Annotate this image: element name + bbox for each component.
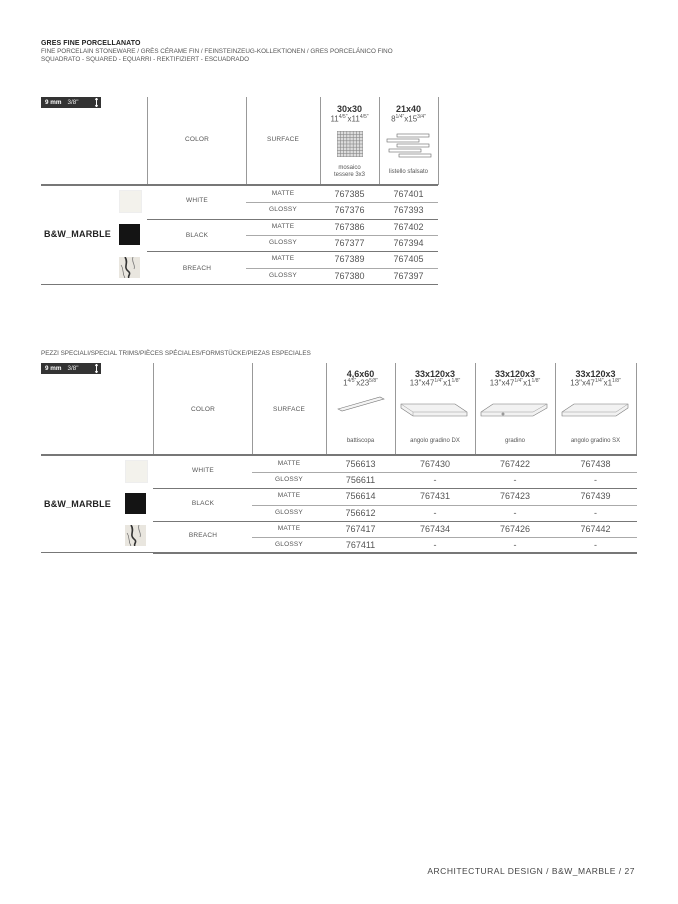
column-divider <box>636 363 637 455</box>
header-subtitle-2: SQUADRATO - SQUARED - EQUARRI - REKTIFIZIERT - ESCUADRADO <box>41 56 250 63</box>
product-code: - <box>594 540 597 550</box>
product-code: 767377 <box>334 238 365 248</box>
header-divider <box>41 184 438 186</box>
format-size-inch: $13"x47^{1/4"}x1^{1/8"}$ <box>570 378 621 388</box>
product-code: 767438 <box>580 459 611 469</box>
thickness-badge <box>41 97 101 108</box>
color-label-white: WHITE <box>192 467 214 474</box>
color-label-breach: BREACH <box>182 265 212 272</box>
product-code: 767397 <box>393 271 424 281</box>
product-code: 767431 <box>419 491 451 501</box>
column-header-surface: SURFACE <box>266 136 300 143</box>
product-code: 767389 <box>334 254 365 264</box>
product-code: - <box>433 475 437 485</box>
surface-label: GLOSSY <box>275 509 303 516</box>
product-code: - <box>513 508 517 518</box>
breach-swatch <box>119 257 140 278</box>
white-swatch <box>125 460 148 483</box>
row-divider <box>153 521 637 522</box>
row-divider <box>153 553 637 554</box>
format-size: 33x120x3 <box>414 369 456 379</box>
product-code: 767417 <box>345 524 376 534</box>
special-trims-title: PEZZI SPECIALI/SPECIAL TRIMS/PIÈCES SPÉCIALES/FORMSTÜCKE/PIEZAS ESPECIALES <box>41 350 311 357</box>
format-caption: gradino <box>504 438 525 444</box>
product-code: 767402 <box>393 222 424 232</box>
product-code: 767434 <box>419 524 451 534</box>
format-caption: listello sfalsato <box>388 169 429 175</box>
row-divider <box>147 251 438 252</box>
thickness-inch: 3/8" <box>67 99 79 106</box>
product-code: 767442 <box>580 524 611 534</box>
black-swatch <box>119 224 140 245</box>
thickness-mm: 9 mm <box>45 365 62 372</box>
product-code: - <box>594 508 597 518</box>
step-icon <box>479 398 551 420</box>
surface-label: GLOSSY <box>269 239 297 246</box>
product-code: 767439 <box>580 491 611 501</box>
format-size: 4,6x60 <box>346 369 375 379</box>
product-code: 767422 <box>499 459 531 469</box>
product-code: 767376 <box>334 205 365 215</box>
step-corner-left-icon <box>560 398 632 420</box>
row-divider <box>252 537 637 538</box>
format-size-inch: $13"x47^{1/4"}x1^{1/8"}$ <box>489 378 541 388</box>
product-code: 767393 <box>393 205 424 215</box>
surface-label: MATTE <box>277 460 301 467</box>
product-code: 767426 <box>499 524 531 534</box>
format-size: 33x120x3 <box>494 369 536 379</box>
surface-label: GLOSSY <box>269 206 297 213</box>
column-header-color: COLOR <box>184 136 210 143</box>
format-caption: mosaico tessere 3x3 <box>333 165 366 178</box>
product-code: - <box>594 475 597 485</box>
thickness-mm: 9 mm <box>45 99 62 106</box>
row-divider <box>246 202 438 203</box>
header-divider <box>41 454 637 456</box>
product-code: 767394 <box>393 238 424 248</box>
header-subtitle-1: FINE PORCELAIN STONEWARE / GRÈS CÉRAME FIN / FEINSTEINZEUG-KOLLEKTIONEN / GRES PORCELÁNICO FINO <box>41 48 393 55</box>
product-code: - <box>433 508 437 518</box>
color-label-black: BLACK <box>185 232 209 239</box>
product-code: 767411 <box>345 540 376 550</box>
product-code: - <box>513 540 517 550</box>
row-divider <box>246 268 438 269</box>
thickness-inch: 3/8" <box>67 365 79 372</box>
row-divider <box>246 235 438 236</box>
step-corner-right-icon <box>399 398 471 420</box>
surface-label: GLOSSY <box>269 272 297 279</box>
product-code: 767385 <box>334 189 365 199</box>
color-label-white: WHITE <box>186 197 208 204</box>
row-divider <box>252 472 637 473</box>
brand-name: B&W_MARBLE <box>44 499 111 509</box>
mosaic-icon <box>337 131 363 157</box>
format-caption: angolo gradino SX <box>570 438 621 444</box>
surface-label: MATTE <box>271 190 295 197</box>
product-code: 767430 <box>419 459 451 469</box>
product-code: 756614 <box>345 491 376 501</box>
surface-label: MATTE <box>277 492 301 499</box>
format-size-inch: $8^{1/4"}x15^{3/4"}$ <box>391 114 426 124</box>
product-code: 767380 <box>334 271 365 281</box>
product-code: 767423 <box>499 491 531 501</box>
product-code: 756613 <box>345 459 376 469</box>
skirting-icon <box>336 395 386 415</box>
thickness-badge <box>41 363 101 374</box>
table-bottom-border <box>41 552 637 553</box>
product-code: 756611 <box>345 475 376 485</box>
column-header-surface: SURFACE <box>272 406 306 413</box>
page-title: GRES FINE PORCELLANATO <box>41 40 141 47</box>
white-swatch <box>119 190 142 213</box>
surface-label: MATTE <box>277 525 301 532</box>
row-divider <box>147 219 438 220</box>
format-size: 21x40 <box>395 104 422 114</box>
product-code: - <box>513 475 517 485</box>
row-divider <box>252 505 637 506</box>
format-caption: angolo gradino DX <box>410 438 460 444</box>
product-code: 767386 <box>334 222 365 232</box>
thickness-arrow-icon <box>95 364 97 373</box>
format-size: 33x120x3 <box>575 369 616 379</box>
column-header-color: COLOR <box>190 406 216 413</box>
table-bottom-border <box>41 284 438 285</box>
column-divider <box>438 97 439 185</box>
product-code: 767401 <box>393 189 424 199</box>
product-code: - <box>433 540 437 550</box>
thickness-arrow-icon <box>95 98 97 107</box>
format-size: 30x30 <box>336 104 363 114</box>
format-caption: battiscopa <box>346 438 375 444</box>
product-code: 756612 <box>345 508 376 518</box>
format-size-inch: $1^{4/5"}x23^{5/8"}$ <box>343 378 378 388</box>
surface-label: GLOSSY <box>275 541 303 548</box>
format-size-inch: $13"x47^{1/4"}x1^{1/8"}$ <box>409 378 461 388</box>
surface-label: MATTE <box>271 255 295 262</box>
surface-label: GLOSSY <box>275 476 303 483</box>
breach-swatch <box>125 525 146 546</box>
page-footer: ARCHITECTURAL DESIGN / B&W_MARBLE / 27 <box>427 866 635 876</box>
brand-name: B&W_MARBLE <box>44 229 111 239</box>
color-label-breach: BREACH <box>188 532 218 539</box>
surface-label: MATTE <box>271 223 295 230</box>
black-swatch <box>125 493 146 514</box>
listello-icon <box>385 132 433 160</box>
page-header <box>41 39 641 64</box>
product-code: 767405 <box>393 254 424 264</box>
format-size-inch: $11^{4/5"}x11^{4/5"}$ <box>330 114 369 124</box>
color-label-black: BLACK <box>191 500 215 507</box>
row-divider <box>153 488 637 489</box>
